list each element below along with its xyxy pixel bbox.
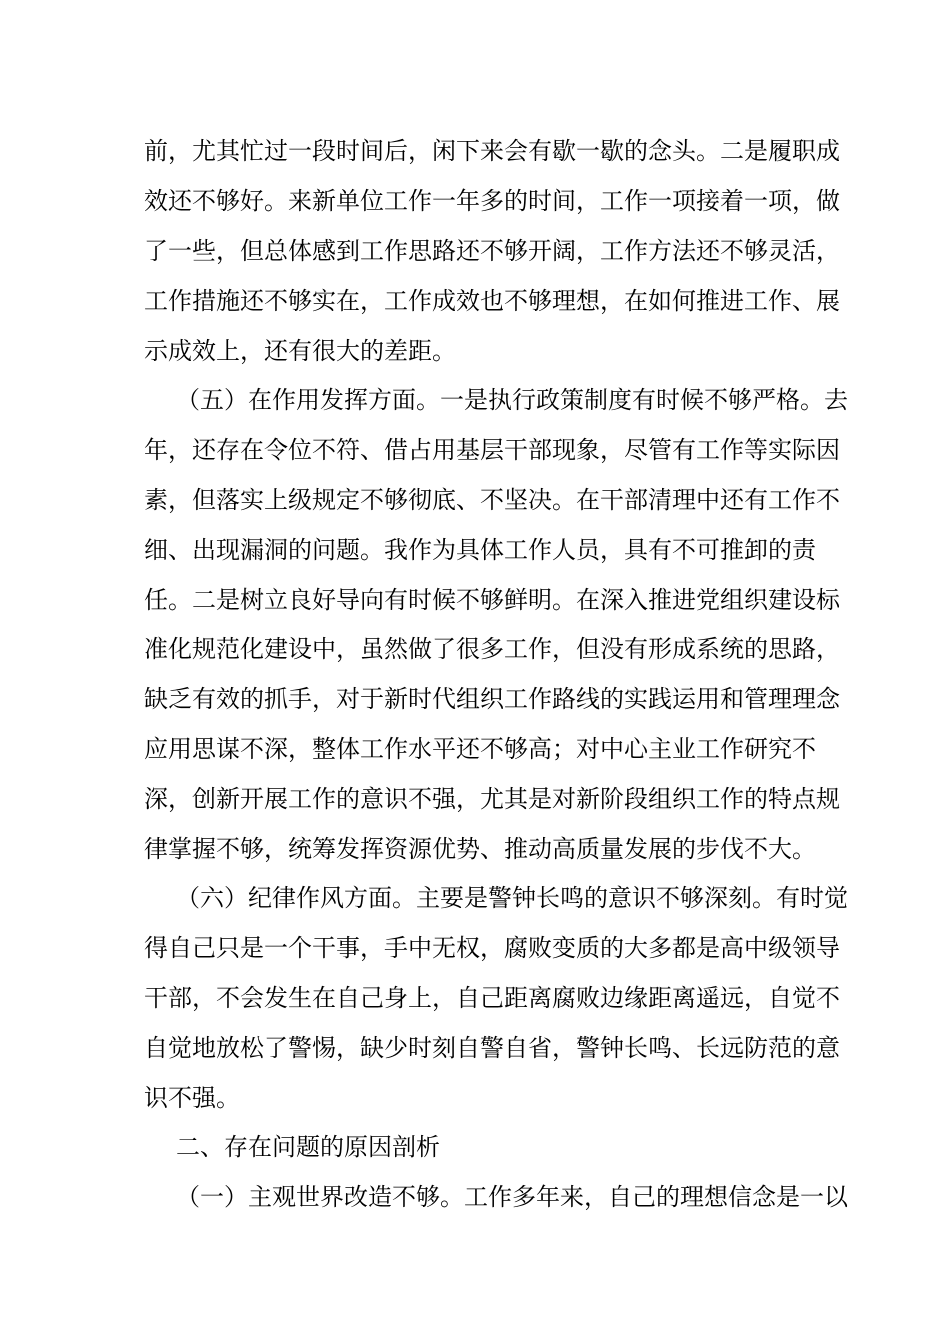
text-line-13: 应用思谋不深，整体工作水平还不够高；对中心主业工作研究不 (144, 735, 816, 763)
text-line-8: 素，但落实上级规定不够彻底、不坚决。在干部清理中还有工作不 (144, 486, 840, 514)
text-line-2: 效还不够好。来新单位工作一年多的时间，工作一项接着一项，做 (144, 187, 840, 215)
text-line-11: 准化规范化建设中，虽然做了很多工作，但没有形成系统的思路， (144, 635, 840, 663)
text-line-20: 识不强。 (144, 1084, 240, 1112)
text-line-16: （六）纪律作风方面。主要是警钟长鸣的意识不够深刻。有时觉 (176, 884, 848, 912)
text-line-1: 前，尤其忙过一段时间后，闲下来会有歇一歇的念头。二是履职成 (144, 137, 840, 165)
text-line-19: 自觉地放松了警惕，缺少时刻自警自省，警钟长鸣、长远防范的意 (144, 1034, 840, 1062)
text-line-7: 年，还存在令位不符、借占用基层干部现象，尽管有工作等实际因 (144, 436, 840, 464)
text-line-4: 工作措施还不够实在，工作成效也不够理想，在如何推进工作、展 (144, 287, 840, 315)
text-line-5: 示成效上，还有很大的差距。 (144, 337, 456, 365)
text-line-6: （五）在作用发挥方面。一是执行政策制度有时候不够严格。去 (176, 386, 848, 414)
text-line-18: 干部，不会发生在自己身上，自己距离腐败边缘距离遥远，自觉不 (144, 984, 840, 1012)
text-line-10: 任。二是树立良好导向有时候不够鲜明。在深入推进党组织建设标 (144, 586, 840, 614)
text-line-12: 缺乏有效的抓手，对于新时代组织工作路线的实践运用和管理理念 (144, 685, 840, 713)
text-line-15: 律掌握不够，统筹发挥资源优势、推动高质量发展的步伐不大。 (144, 835, 816, 863)
text-line-22: （一）主观世界改造不够。工作多年来，自己的理想信念是一以 (176, 1183, 848, 1211)
text-line-9: 细、出现漏洞的问题。我作为具体工作人员，具有不可推卸的责 (144, 536, 816, 564)
text-line-3: 了一些，但总体感到工作思路还不够开阔，工作方法还不够灵活， (144, 237, 840, 265)
section-heading: 二、存在问题的原因剖析 (176, 1133, 440, 1161)
text-line-14: 深，创新开展工作的意识不强，尤其是对新阶段组织工作的特点规 (144, 785, 840, 813)
text-line-17: 得自己只是一个干事，手中无权，腐败变质的大多都是高中级领导 (144, 934, 840, 962)
